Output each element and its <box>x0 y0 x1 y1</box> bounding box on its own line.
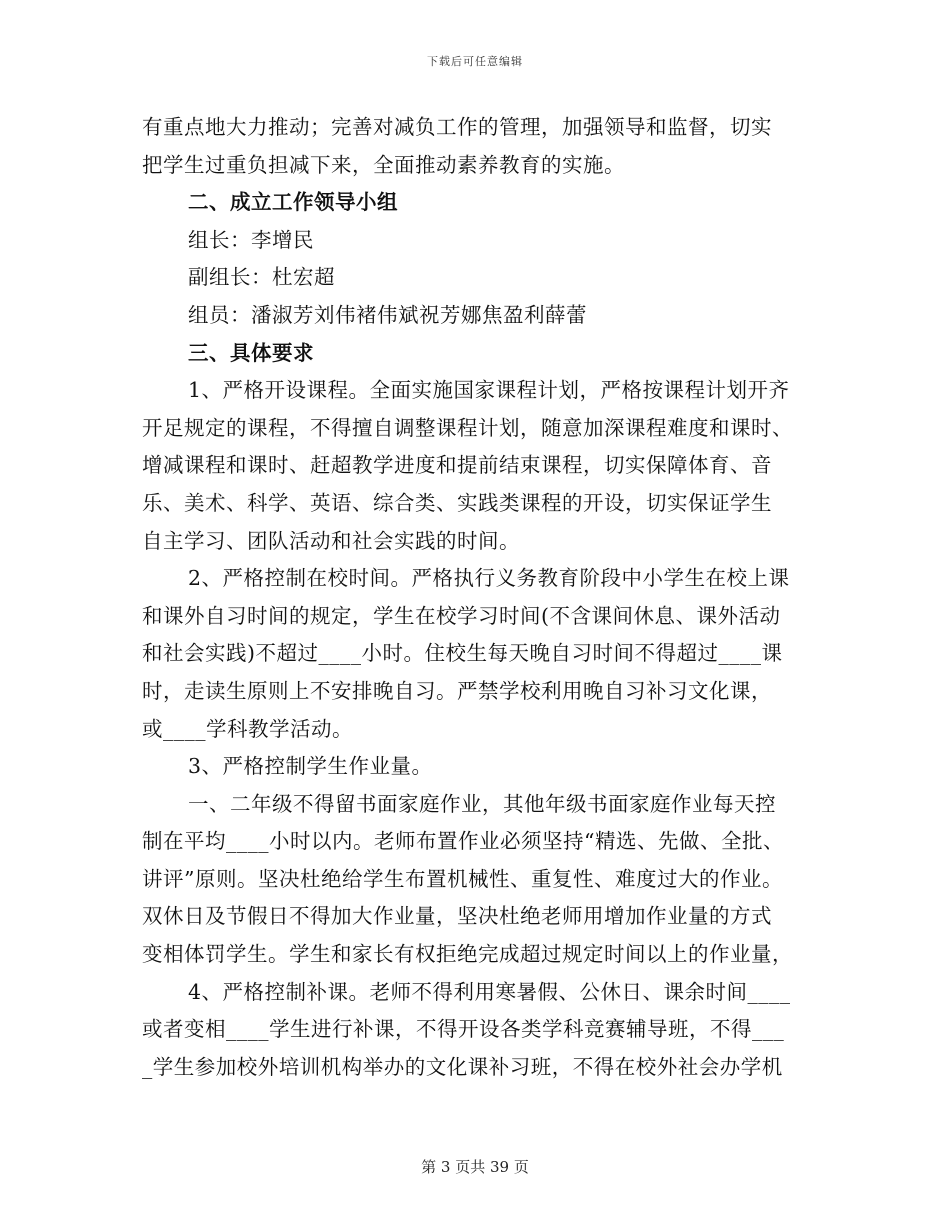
text-line: _学生参加校外培训机构举办的文化课补习班，不得在校外社会办学机 <box>142 1054 783 1079</box>
text-line: 和课外自习时间的规定，学生在校学习时间(不含课间休息、课外活动 <box>142 603 781 628</box>
text-line: 3、严格控制学生作业量。 <box>188 754 433 779</box>
section-heading: 三、具体要求 <box>188 340 314 365</box>
text-line: 或者变相____学生进行补课，不得开设各类学科竞赛辅导班，不得___ <box>142 1017 785 1042</box>
text-line: 有重点地大力推动；完善对减负工作的管理，加强领导和监督，切实 <box>142 115 772 139</box>
text-line: 组长：李增民 <box>188 227 314 252</box>
text-line: 双休日及节假日不得加大作业量，坚决杜绝老师用增加作业量的方式 <box>142 904 772 929</box>
text-line: 制在平均____小时以内。老师布置作业必须坚持“精选、先做、全批、 <box>142 829 784 854</box>
page-header: 下载后可任意编辑 <box>427 55 523 68</box>
text-line: 时，走读生原则上不安排晚自习。严禁学校利用晚自习补习文化课， <box>142 678 772 703</box>
text-line: 开足规定的课程，不得擅自调整课程计划，随意加深课程难度和课时、 <box>142 415 793 440</box>
page-footer: 第 3 页共 39 页 <box>421 1158 529 1176</box>
text-line: 自主学习、团队活动和社会实践的时间。 <box>142 528 520 553</box>
text-line: 副组长：杜宏超 <box>188 265 335 290</box>
document-body <box>142 109 814 1086</box>
text-line: 把学生过重负担减下来，全面推动素养教育的实施。 <box>142 152 625 177</box>
text-line: 4、严格控制补课。老师不得利用寒暑假、公休日、课余时间____ <box>188 979 791 1004</box>
text-line: 组员：潘淑芳刘伟褚伟斌祝芳娜焦盈利薛蕾 <box>188 302 587 327</box>
text-line: 1、严格开设课程。全面实施国家课程计划，严格按课程计划开齐 <box>188 378 790 403</box>
text-line: 增减课程和课时、赶超教学进度和提前结束课程，切实保障体育、音 <box>142 453 772 478</box>
section-heading: 二、成立工作领导小组 <box>188 190 398 215</box>
text-line: 变相体罚学生。学生和家长有权拒绝完成超过规定时间以上的作业量， <box>142 942 793 967</box>
text-line: 或____学科教学活动。 <box>142 716 353 741</box>
text-line: 一、二年级不得留书面家庭作业，其他年级书面家庭作业每天控 <box>188 791 776 816</box>
text-line: 和社会实践)不超过____小时。住校生每天晚自习时间不得超过____课 <box>142 641 783 666</box>
text-line: 讲评”原则。坚决杜绝给学生布置机械性、重复性、难度过大的作业。 <box>142 866 783 891</box>
text-line: 乐、美术、科学、英语、综合类、实践类课程的开设，切实保证学生 <box>142 490 772 515</box>
text-line: 2、严格控制在校时间。严格执行义务教育阶段中小学生在校上课 <box>188 566 790 591</box>
